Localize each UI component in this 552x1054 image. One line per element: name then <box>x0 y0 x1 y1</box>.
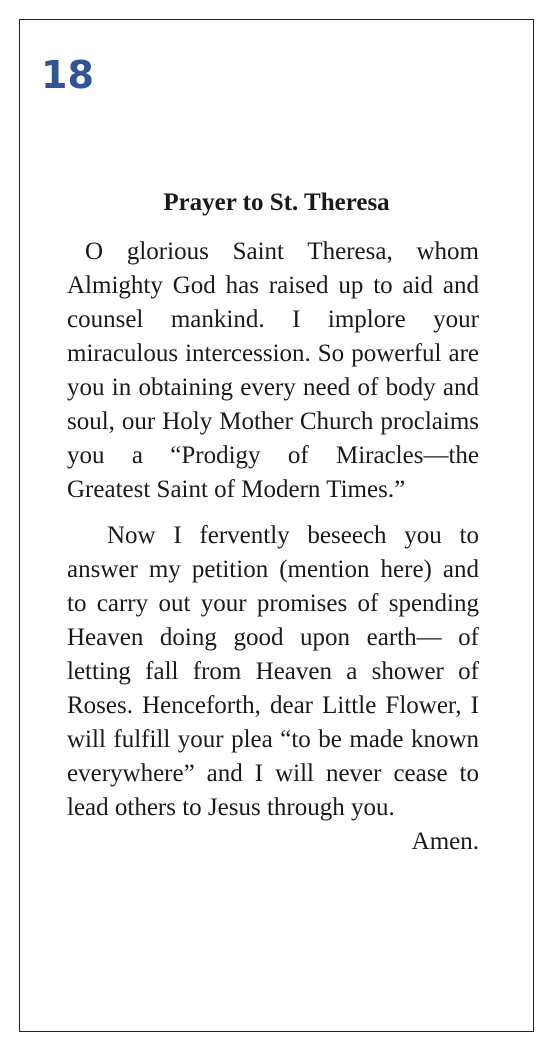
prayer-body <box>67 235 479 859</box>
prayer-card <box>19 19 534 1032</box>
prayer-paragraph: O glorious Saint Theresa, whom Almighty God has raised up to aid and counsel mankind. I implore your miraculous intercession. So powerful are you in obtaining every need of body and soul, our Holy Mother Church proclaims you a “Prodigy of Miracles—the Greatest Saint of Modern Times.” <box>67 238 479 503</box>
prayer-paragraph: Now I fervently beseech you to answer my petition (mention here) and to carry out your promises of spending Heaven doing good upon earth— of letting fall from Heaven a shower of Roses. Henceforth, dear Little Flower, I will fulfill your plea “to be made known everywhere” and I will never cease to lead others to Jesus through you. <box>67 522 479 821</box>
prayer-closing: Amen. <box>411 828 479 855</box>
page-number: 18 <box>41 53 94 97</box>
prayer-title: Prayer to St. Theresa <box>163 189 390 216</box>
